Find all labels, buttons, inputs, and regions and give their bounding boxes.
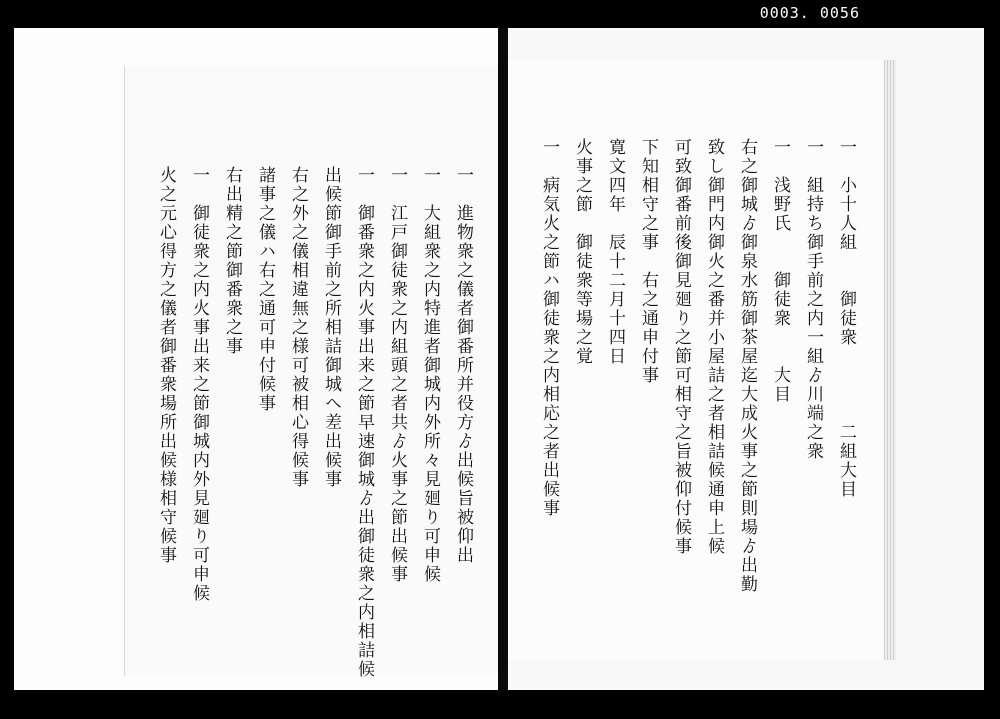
left-column-8: 右出精之節御番衆之事	[222, 166, 242, 356]
left-column-6: 右之外之儀相違無之様可被相心得候事	[288, 166, 308, 489]
right-column-6: 可致御番前後御見廻り之節可相守之旨被仰付候事	[671, 138, 691, 556]
left-column-9: 一 御徒衆之内火事出来之節御城内外見廻り可申候	[189, 166, 209, 603]
open-book	[14, 28, 984, 690]
left-column-5: 出候節御手前之所相詰御城へ差出候事	[321, 166, 341, 489]
right-page	[508, 28, 984, 690]
right-column-9: 火事之節 御徒衆等場之覚	[572, 138, 592, 366]
right-column-7: 下知相守之事 右之通申付事	[638, 138, 658, 385]
right-column-10: 一 病気火之節ハ御徒衆之内相応之者出候事	[539, 138, 559, 518]
book-gutter	[498, 28, 508, 690]
right-column-2: 一 組持ち御手前之内一組ゟ川端之衆	[803, 138, 823, 461]
right-column-8: 寛文四年 辰十二月十四日	[605, 138, 625, 366]
right-column-4: 右之御城ゟ御泉水筋御茶屋迄大成火事之節則場ゟ出勤	[737, 138, 757, 594]
left-page	[14, 28, 500, 690]
left-column-3: 一 江戸御徒衆之内組頭之者共ゟ火事之節出候事	[387, 166, 407, 584]
right-column-3: 一 浅野氏 御徒衆 大目	[770, 138, 790, 404]
right-column-5: 致し御門内御火之番并小屋詰之者相詰候通申上候	[704, 138, 724, 556]
left-column-7: 諸事之儀ハ右之通可申付候事	[255, 166, 275, 413]
right-page-text-block	[508, 60, 884, 660]
left-column-2: 一 大組衆之内特進者御城内外所々見廻り可申候	[420, 166, 440, 584]
page-edges	[884, 60, 896, 660]
left-page-text-block	[124, 66, 501, 679]
left-column-10: 火之元心得方之儀者御番衆場所出候様相守候事	[156, 166, 176, 565]
frame-number: 0003. 0056	[759, 4, 860, 22]
right-column-1: 一 小十人組 御徒衆 二組大目	[836, 138, 856, 499]
left-column-4: 一 御番衆之内火事出来之節早速御城ゟ出御徒衆之内相詰候	[354, 166, 374, 679]
left-column-1: 一 進物衆之儀者御番所并役方ゟ出候旨被仰出	[453, 166, 473, 565]
